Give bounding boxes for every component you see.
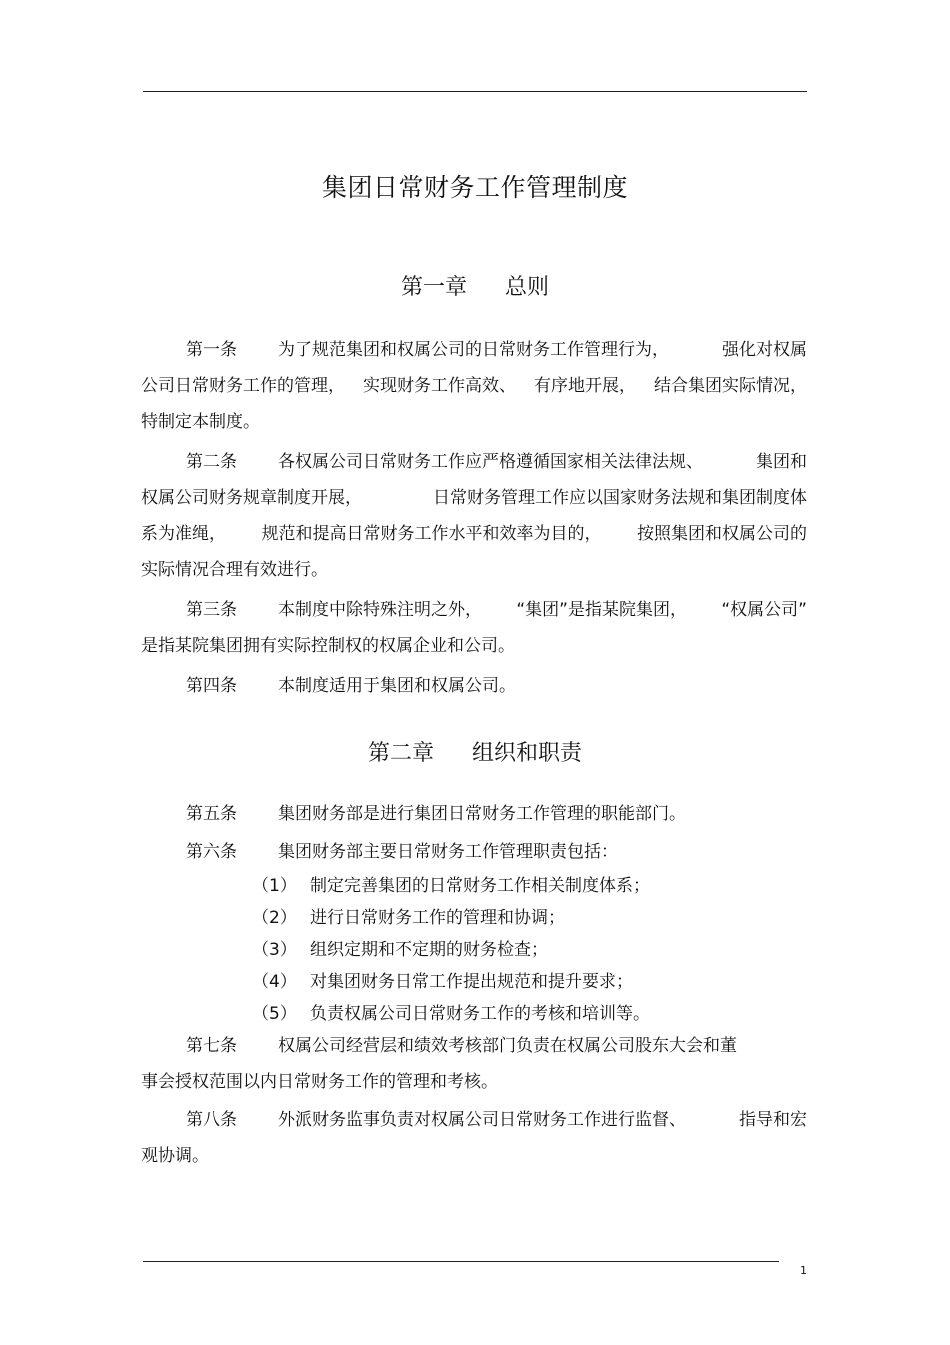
chapter-1-name: 总则 — [505, 275, 550, 300]
article-1: 第一条 为了规范集团和权属公司的日常财务工作管理行为， 强化对权属 公司日常财务工作的管理， 实现财务工作高效、 有序地开展， 结合集团实际情况， 特制定本制度。 — [141, 332, 807, 440]
chapter-2-number: 第二章 — [367, 741, 434, 766]
list-item: （4） 对集团财务日常工作提出规范和提升要求； — [252, 972, 633, 992]
chapter-1-heading — [0, 270, 950, 301]
chapter-2-name: 组织和职责 — [472, 741, 583, 766]
article-2-label: 第二条 — [186, 452, 237, 472]
list-item: （3） 组织定期和不定期的财务检查； — [252, 940, 548, 960]
header-rule — [143, 91, 807, 92]
article-4: 第四条 本制度适用于集团和权属公司。 — [141, 668, 807, 704]
footer-rule — [143, 1261, 779, 1262]
chapter-2-heading — [0, 736, 950, 767]
article-6: 第六条 集团财务部主要日常财务工作管理职责包括： — [141, 834, 807, 870]
article-7: 第七条 权属公司经营层和绩效考核部门负责在权属公司股东大会和董 事会授权范围以内日常财务工作的管理和考核。 — [141, 1028, 807, 1100]
article-8-label: 第八条 — [186, 1110, 237, 1130]
page-number: 1 — [800, 1264, 807, 1277]
list-item: （5） 负责权属公司日常财务工作的考核和培训等。 — [252, 1004, 650, 1024]
article-3-label: 第三条 — [186, 600, 237, 620]
article-7-label: 第七条 — [186, 1036, 237, 1056]
article-4-label: 第四条 — [186, 676, 237, 696]
list-item: （1） 制定完善集团的日常财务工作相关制度体系； — [252, 876, 650, 896]
article-5: 第五条 集团财务部是进行集团日常财务工作管理的职能部门。 — [141, 796, 807, 832]
chapter-1-number: 第一章 — [400, 275, 467, 300]
article-2: 第二条 各权属公司日常财务工作应严格遵循国家相关法律法规、 集团和 权属公司财务规章制度开展， 日常财务管理工作应以国家财务法规和集团制度体 系为准绳， 规范和提高日常财务工作水平和效率为目的， 按照集团和权属公司的 实际情况合理有效进行。 — [141, 444, 807, 588]
article-3: 第三条 本制度中除特殊注明之外， “集团”是指某院集团， “权属公司” 是指某院集团拥有实际控制权的权属企业和公司。 — [141, 592, 807, 664]
article-8: 第八条 外派财务监事负责对权属公司日常财务工作进行监督、 指导和宏 观协调。 — [141, 1102, 807, 1174]
duty-list — [252, 870, 650, 1030]
article-5-label: 第五条 — [186, 804, 237, 824]
article-1-label: 第一条 — [186, 340, 237, 360]
article-6-label: 第六条 — [186, 842, 237, 862]
document-title: 集团日常财务工作管理制度 — [321, 173, 628, 202]
list-item: （2） 进行日常财务工作的管理和协调； — [252, 908, 565, 928]
